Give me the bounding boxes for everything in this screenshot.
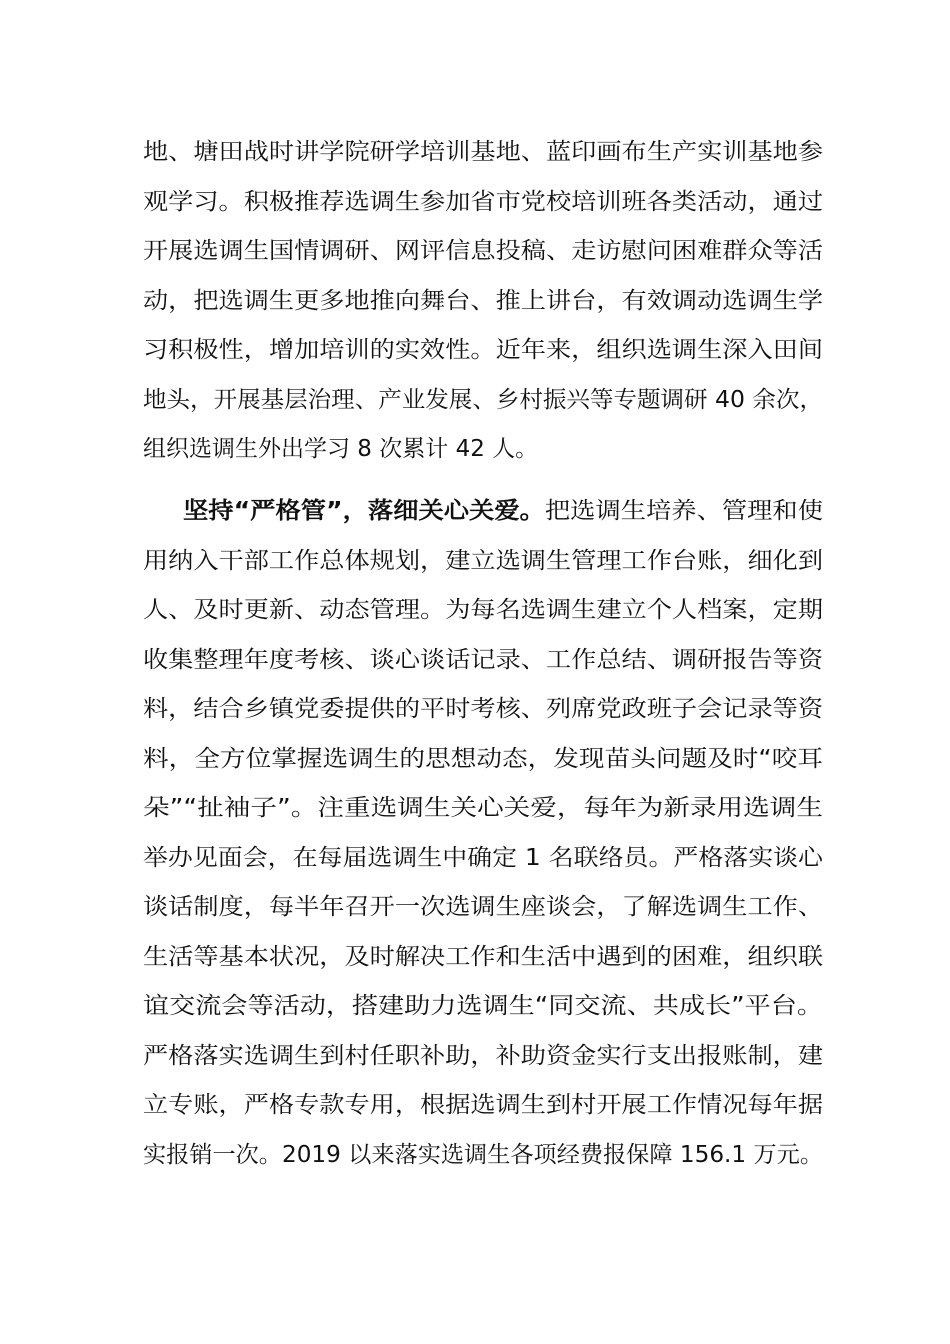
paragraph-line <box>143 537 823 587</box>
line-text: 实报销一次。2019 以来落实选调生各项经费报保障 156.1 万元。 <box>143 1141 823 1168</box>
line-text: 举办见面会，在每届选调生中确定 1 名联络员。严格落实谈心 <box>143 844 823 871</box>
paragraph-line <box>143 636 823 686</box>
first-line-text <box>183 487 823 537</box>
paragraph-line <box>143 277 823 327</box>
paragraph-1 <box>143 128 823 475</box>
paragraph-line <box>143 685 823 735</box>
line-text: 收集整理年度考核、谈心谈话记录、工作总结、调研报告等资 <box>143 646 823 673</box>
paragraph-2 <box>143 487 823 1180</box>
paragraph-line <box>143 1131 823 1181</box>
paragraph-line <box>143 933 823 983</box>
paragraph-line <box>143 178 823 228</box>
paragraph-line <box>143 1081 823 1131</box>
line-text: 地、塘田战时讲学院研学培训基地、蓝印画布生产实训基地参 <box>143 139 823 165</box>
first-line-rest: 把选调生培养、管理和使 <box>544 498 823 524</box>
line-text: 用纳入干部工作总体规划，建立选调生管理工作台账，细化到 <box>143 547 823 574</box>
paragraph-line <box>143 586 823 636</box>
line-text: 料，全方位掌握选调生的思想动态，发现苗头问题及时“咬耳 <box>143 745 823 772</box>
line-text: 动，把选调生更多地推向舞台、推上讲台，有效调动选调生学 <box>143 287 823 314</box>
paragraph-heading: 坚持“严格管”，落细关心关爱。 <box>183 498 545 524</box>
line-text: 人、及时更新、动态管理。为每名选调生建立个人档案，定期 <box>143 597 823 623</box>
line-text: 严格落实选调生到村任职补助，补助资金实行支出报账制，建 <box>143 1042 823 1069</box>
line-text: 习积极性，增加培训的实效性。近年来，组织选调生深入田间 <box>143 337 823 363</box>
paragraph-line <box>143 735 823 785</box>
paragraph-line <box>143 784 823 834</box>
line-text: 谈话制度，每半年召开一次选调生座谈会，了解选调生工作、 <box>143 894 823 920</box>
line-text: 谊交流会等活动，搭建助力选调生“同交流、共成长”平台。 <box>143 993 823 1019</box>
paragraph-line <box>143 128 823 178</box>
paragraph-line <box>143 376 823 426</box>
paragraph-first-line <box>143 487 823 537</box>
line-text: 立专账，严格专款专用，根据选调生到村开展工作情况每年据 <box>143 1092 823 1118</box>
paragraph-line <box>143 1032 823 1082</box>
paragraph-line <box>143 227 823 277</box>
paragraph-line <box>143 982 823 1032</box>
paragraph-line <box>143 883 823 933</box>
paragraph-line <box>143 834 823 884</box>
line-text: 朵”“扯袖子”。注重选调生关心关爱，每年为新录用选调生 <box>143 795 823 821</box>
line-text: 生活等基本状况，及时解决工作和生活中遇到的困难，组织联 <box>143 943 823 970</box>
line-text: 开展选调生国情调研、网评信息投稿、走访慰问困难群众等活 <box>143 238 823 264</box>
line-text: 观学习。积极推荐选调生参加省市党校培训班各类活动，通过 <box>143 188 823 215</box>
paragraph-line <box>143 326 823 376</box>
line-text: 地头，开展基层治理、产业发展、乡村振兴等专题调研 40 余次， <box>143 386 823 413</box>
line-text: 组织选调生外出学习 8 次累计 42 人。 <box>143 436 539 462</box>
paragraph-last-line <box>143 425 823 475</box>
line-text: 料，结合乡镇党委提供的平时考核、列席党政班子会记录等资 <box>143 696 823 722</box>
